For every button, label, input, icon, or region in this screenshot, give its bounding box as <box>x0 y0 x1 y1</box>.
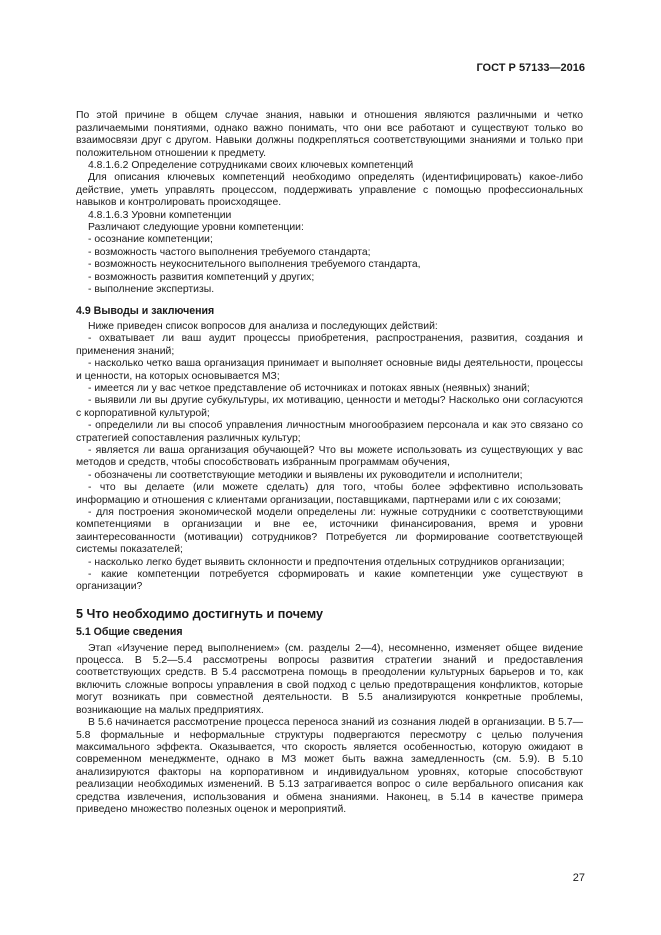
list-item: - осознание компетенции; <box>88 234 213 246</box>
list-item: - выявили ли вы другие субкультуры, их мотивацию, ценности и методы? Насколько они согласуются с корпоративной культурой; <box>76 395 583 419</box>
list-item: - какие компетенции потребуется сформировать и какие компетенции уже существуют в организации? <box>76 569 583 593</box>
clause-4-8-1-6-3: 4.8.1.6.3 Уровни компетенции <box>88 209 232 221</box>
list-item: - обозначены ли соответствующие методики и выявлены их руководители и исполнители; <box>88 469 523 481</box>
list-item: - насколько легко будет выявить склонности и предпочтения отдельных сотрудников организации; <box>88 556 565 568</box>
levels-list <box>76 234 583 296</box>
list-item: - охватывает ли ваш аудит процессы приобретения, распространения, развития, создания и применения знаний; <box>76 333 583 357</box>
list-item: - для построения экономической модели определены ли: нужные сотрудники с соответствующими компетенциями в организации и вне ее, источники финансирования, время и уровни заинтересованности (мотивации) сотрудников? Потребуется ли формирование соответствующей системы показателей; <box>76 507 583 556</box>
list-item: - что вы делаете (или можете сделать) для того, чтобы более эффективно использовать информацию и отношения с клиентами организации, поставщиками, партнерами или с их союзами; <box>76 482 583 506</box>
section-heading-5-1: 5.1 Общие сведения <box>76 626 183 639</box>
questions-intro: Ниже приведен список вопросов для анализа и последующих действий: <box>88 320 438 332</box>
list-item: - возможность развития компетенций у других; <box>88 271 315 283</box>
paragraph-knowledge-transfer: В 5.6 начинается рассмотрение процесса переноса знаний из сознания людей в организации. В 5.7—5.8 формальные и неформальные структуры подвергаются пересмотру с целью получения максимального эффекта. Оказывается, что скорость является особенностью, которую ожидают в современном менеджменте, однако в МЗ может быть важна замедленность (см. 5.9). В 5.10 анализируются факторы на корпоративном и индивидуальном уровнях, которые способствуют реализации необходимых изменений. В 5.13 затрагивается вопрос о силе вербального описания как средства извлечения, использования и обмена знаниями. Наконец, в 5.14 в качестве примера приведено множество полезных оценок и мероприятий. <box>76 717 583 815</box>
section-heading-5: 5 Что необходимо достигнуть и почему <box>76 606 323 621</box>
list-item: - является ли ваша организация обучающей? Что вы можете использовать из существующих у вас методов и средств, чтобы способствовать избранным программам обучения, <box>76 444 583 469</box>
paragraph-intro-text: По этой причине в общем случае знания, навыки и отношения являются различными и четко различаемыми понятиями, однако важно понимать, что они все работают и существуют только во взаимосвязи друг с другом. Навыки должны подкрепляться соответствующими знаниями и только при положительном отношении к предмету. <box>76 110 583 159</box>
list-item: - насколько четко ваша организация принимает и выполняет основные виды деятельности, процессы и ценности, на которых основывается МЗ; <box>76 358 583 382</box>
paragraph-stage-overview: Этап «Изучение перед выполнением» (см. разделы 2—4), несомненно, изменяет общее видение процесса. В 5.2—5.4 рассмотрены вопросы развития стратегии знаний и предоставления соответствующих средств. В 5.4 рассмотрена помощь в преодолении культурных барьеров и то, как включить сложные вопросы управления в свой подход с целью предотвращения конфликтов, которые могут возникать при совместной деятельности. В 5.5 анализируются конкретные проблемы, возникающие на малых предприятиях. <box>76 642 583 716</box>
paragraph-key-competences: Для описания ключевых компетенций необходимо определять (идентифицировать) какое-либо действие, уметь управлять процессом, поддерживать управление с помощью профессиональных навыков и контролировать происходящее. <box>76 172 583 209</box>
questions-list <box>76 333 583 594</box>
list-item: - выполнение экспертизы. <box>88 284 215 296</box>
levels-intro: Различают следующие уровни компетенции: <box>88 222 304 234</box>
clause-4-8-1-6-2: 4.8.1.6.2 Определение сотрудниками своих ключевых компетенций <box>88 160 414 172</box>
page-content <box>76 98 583 816</box>
page-number: 27 <box>572 872 585 884</box>
list-item: - возможность частого выполнения требуемого стандарта; <box>88 246 371 258</box>
paragraph-intro <box>76 98 583 160</box>
list-item: - возможность неукоснительного выполнения требуемого стандарта, <box>88 259 421 271</box>
list-item: - имеется ли у вас четкое представление об источниках и потоках явных (неявных) знаний; <box>88 382 530 394</box>
section-heading-4-9: 4.9 Выводы и заключения <box>76 304 215 317</box>
list-item: - определили ли вы способ управления личностным многообразием персонала и как это связано со стратегией сопоставления различных культур; <box>76 420 583 444</box>
document-id: ГОСТ Р 57133—2016 <box>476 62 585 74</box>
